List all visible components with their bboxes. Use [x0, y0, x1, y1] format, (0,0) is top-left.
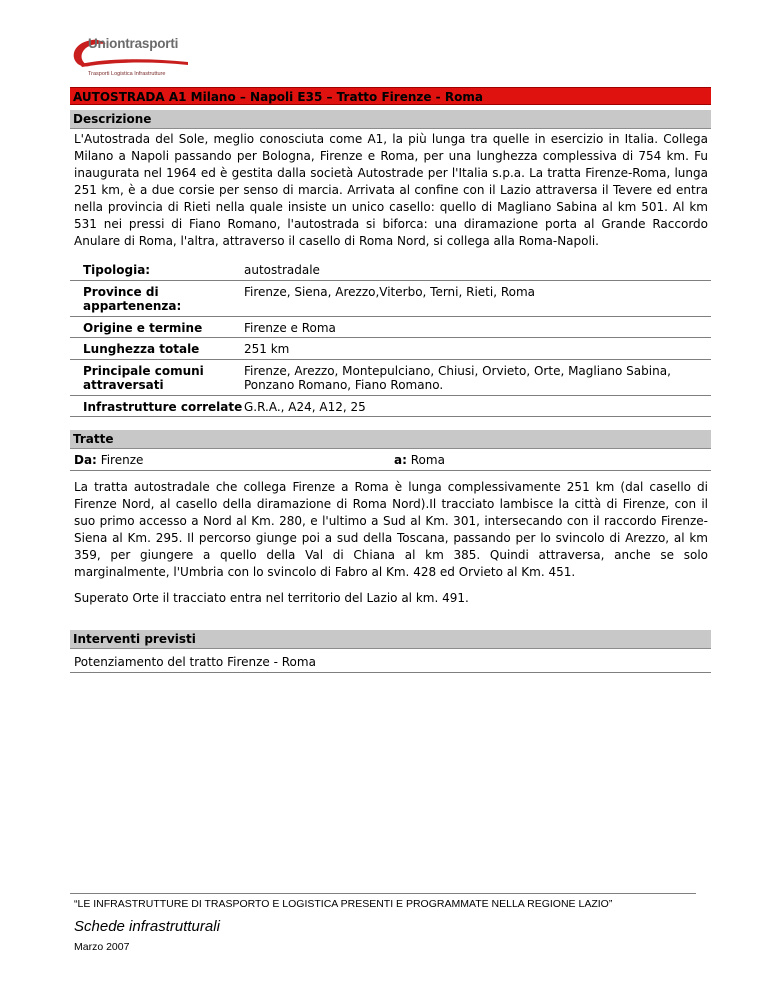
tratte-text: La tratta autostradale che collega Firenze a Roma è lunga complessivamente 251 km (dal casello di Firenze Nord, al casello della diramazione di Roma Nord).Il tracciato lambisce la città di Firenze, con il suo primo accesso a Nord al Km. 280, e l'ultimo a Sud al Km. 301, intersecando con il raccordo Firenze-Siena al Km. 295. Il percorso giunge poi a sud della Toscana, passando per lo svincolo di Arezzo, al km 359, per giungere a quello della Val di Chiana al km 385. Quindi attraversa, anche se solo marginalmente, l'Umbria con lo svincolo di Fabro al Km. 428 ed Orvieto al Km. 451. [74, 480, 708, 579]
section-heading-interventi: Interventi previsti [70, 630, 711, 649]
info-value: Firenze, Arezzo, Montepulciano, Chiusi, Orvieto, Orte, Magliano Sabina, Ponzano Romano, Fiano Romano. [244, 359, 711, 395]
footer-report-title: “LE INFRASTRUTTURE DI TRASPORTO E LOGISTICA PRESENTI E PROGRAMMATE NELLA REGIONE LAZIO” [74, 898, 613, 910]
info-label: Principale comuni attraversati [70, 359, 244, 395]
table-row [70, 280, 711, 316]
a-label: a: [394, 453, 407, 467]
info-label: Province di appartenenza: [70, 280, 244, 316]
table-row [70, 259, 711, 280]
info-table [70, 259, 711, 417]
info-label: Infrastrutture correlate [70, 395, 244, 417]
interventi-text: Potenziamento del tratto Firenze - Roma [70, 654, 711, 673]
uniontrasporti-logo [70, 34, 200, 84]
info-value: 251 km [244, 338, 711, 360]
table-row [70, 359, 711, 395]
info-value: autostradale [244, 259, 711, 280]
footer-subtitle: Schede infrastrutturali [74, 918, 220, 935]
logo-subtitle: Trasporti Logistica Infrastrutture [88, 71, 166, 77]
info-label: Origine e termine [70, 316, 244, 338]
logo-brand: Uniontrasporti [88, 36, 179, 51]
da-value: Firenze [100, 453, 144, 467]
a-field [394, 452, 445, 469]
info-value: G.R.A., A24, A12, 25 [244, 395, 711, 417]
info-value: Firenze, Siena, Arezzo,Viterbo, Terni, Rieti, Roma [244, 280, 711, 316]
table-row [70, 338, 711, 360]
table-row [70, 395, 711, 417]
da-field [74, 452, 143, 469]
info-value: Firenze e Roma [244, 316, 711, 338]
table-row [70, 316, 711, 338]
descrizione-text: L'Autostrada del Sole, meglio conosciuta come A1, la più lunga tra quelle in esercizio in Italia. Collega Milano a Napoli passando per Bologna, Firenze e Roma, per una lunghezza complessiva di 754 km. Fu inaugurata nel 1964 ed è gestita dalla società Autostrade per l'Italia s.p.a. La tratta Firenze-Roma, lunga 251 km, è a due corsie per senso di marcia. Arrivata al confine con il Lazio attraversa il Tevere ed entra nella provincia di Rieti nella quale insiste un unico casello: quello di Magliano Sabina al km 501. Al km 531 nei pressi di Fiano Romano, l'autostrada si biforca: una diramazione porta al Grande Raccordo Anulare di Roma, l'altra, attraverso il casello di Roma Nord, si collega alla Roma-Napoli. [74, 132, 708, 248]
page-title: AUTOSTRADA A1 Milano – Napoli E35 – Tratto Firenze - Roma [70, 87, 711, 105]
info-label: Tipologia: [70, 259, 244, 280]
footer-date: Marzo 2007 [74, 941, 130, 953]
footer-divider [70, 893, 696, 894]
section-heading-tratte: Tratte [70, 430, 711, 449]
section-heading-descrizione: Descrizione [70, 110, 711, 129]
info-label: Lunghezza totale [70, 338, 244, 360]
da-label: Da: [74, 453, 97, 467]
tratte-endpoints [70, 452, 711, 471]
tratte-text-2: Superato Orte il tracciato entra nel territorio del Lazio al km. 491. [74, 591, 469, 605]
a-value: Roma [410, 453, 445, 467]
